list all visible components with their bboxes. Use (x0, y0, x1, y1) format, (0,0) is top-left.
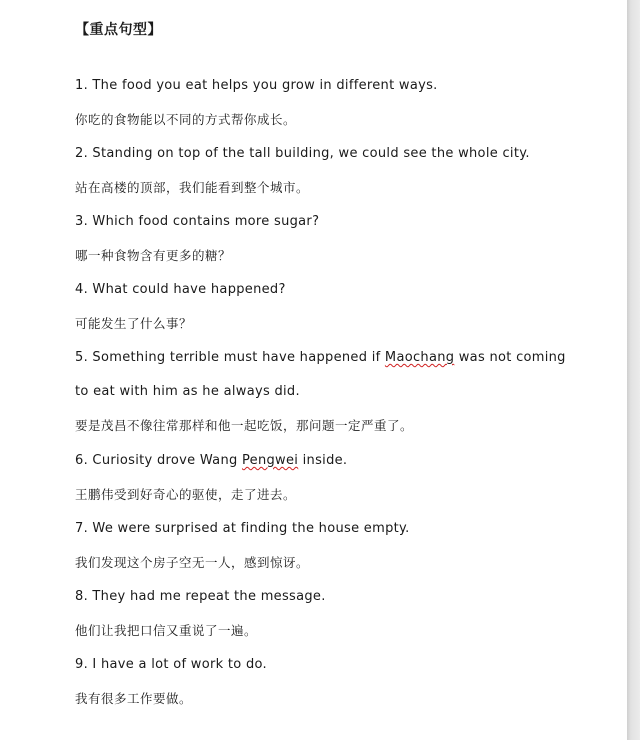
sentence-6-zh: 王鹏伟受到好奇心的驱使，走了进去。 (75, 487, 297, 502)
spellcheck-word-maochang: Maochang (384, 350, 455, 365)
sentence-6-en (75, 453, 347, 469)
sentence-6-en-part1: 6. Curiosity drove Wang (75, 453, 242, 468)
sentence-4-zh: 可能发生了什么事？ (75, 316, 193, 331)
sentence-8-en: 8. They had me repeat the message. (75, 589, 326, 604)
sentence-7-en: 7. We were surprised at finding the house empty. (75, 521, 410, 536)
spellcheck-word-pengwei: Pengwei (241, 453, 299, 468)
sentence-2-en: 2. Standing on top of the tall building, we could see the whole city. (75, 146, 530, 161)
sentence-5-zh: 要是茂昌不像往常那样和他一起吃饭，那问题一定严重了。 (75, 418, 414, 433)
sentence-8-zh: 他们让我把口信又重说了一遍。 (75, 623, 258, 638)
sentence-5-en-part1: 5. Something terrible must have happened if (75, 350, 385, 365)
sentence-7-zh: 我们发现这个房子空无一人，感到惊讶。 (75, 555, 310, 570)
sentence-5-en-part2: was not coming (454, 350, 566, 365)
sentence-9-zh: 我有很多工作要做。 (75, 691, 193, 706)
sentence-5-en-line1 (75, 350, 566, 366)
sentence-4-en: 4. What could have happened? (75, 282, 286, 297)
sentence-9-en: 9. I have a lot of work to do. (75, 657, 267, 672)
page-edge-shadow (627, 0, 640, 740)
section-heading: 【重点句型】 (75, 22, 162, 38)
sentence-1-zh: 你吃的食物能以不同的方式帮你成长。 (75, 112, 297, 127)
sentence-3-en: 3. Which food contains more sugar? (75, 214, 320, 229)
sentence-1-en: 1. The food you eat helps you grow in different ways. (75, 78, 438, 93)
sentence-5-en-line2: to eat with him as he always did. (75, 384, 300, 399)
sentence-3-zh: 哪一种食物含有更多的糖？ (75, 248, 232, 263)
sentence-6-en-part2: inside. (298, 453, 348, 468)
sentence-2-zh: 站在高楼的顶部，我们能看到整个城市。 (75, 180, 310, 195)
